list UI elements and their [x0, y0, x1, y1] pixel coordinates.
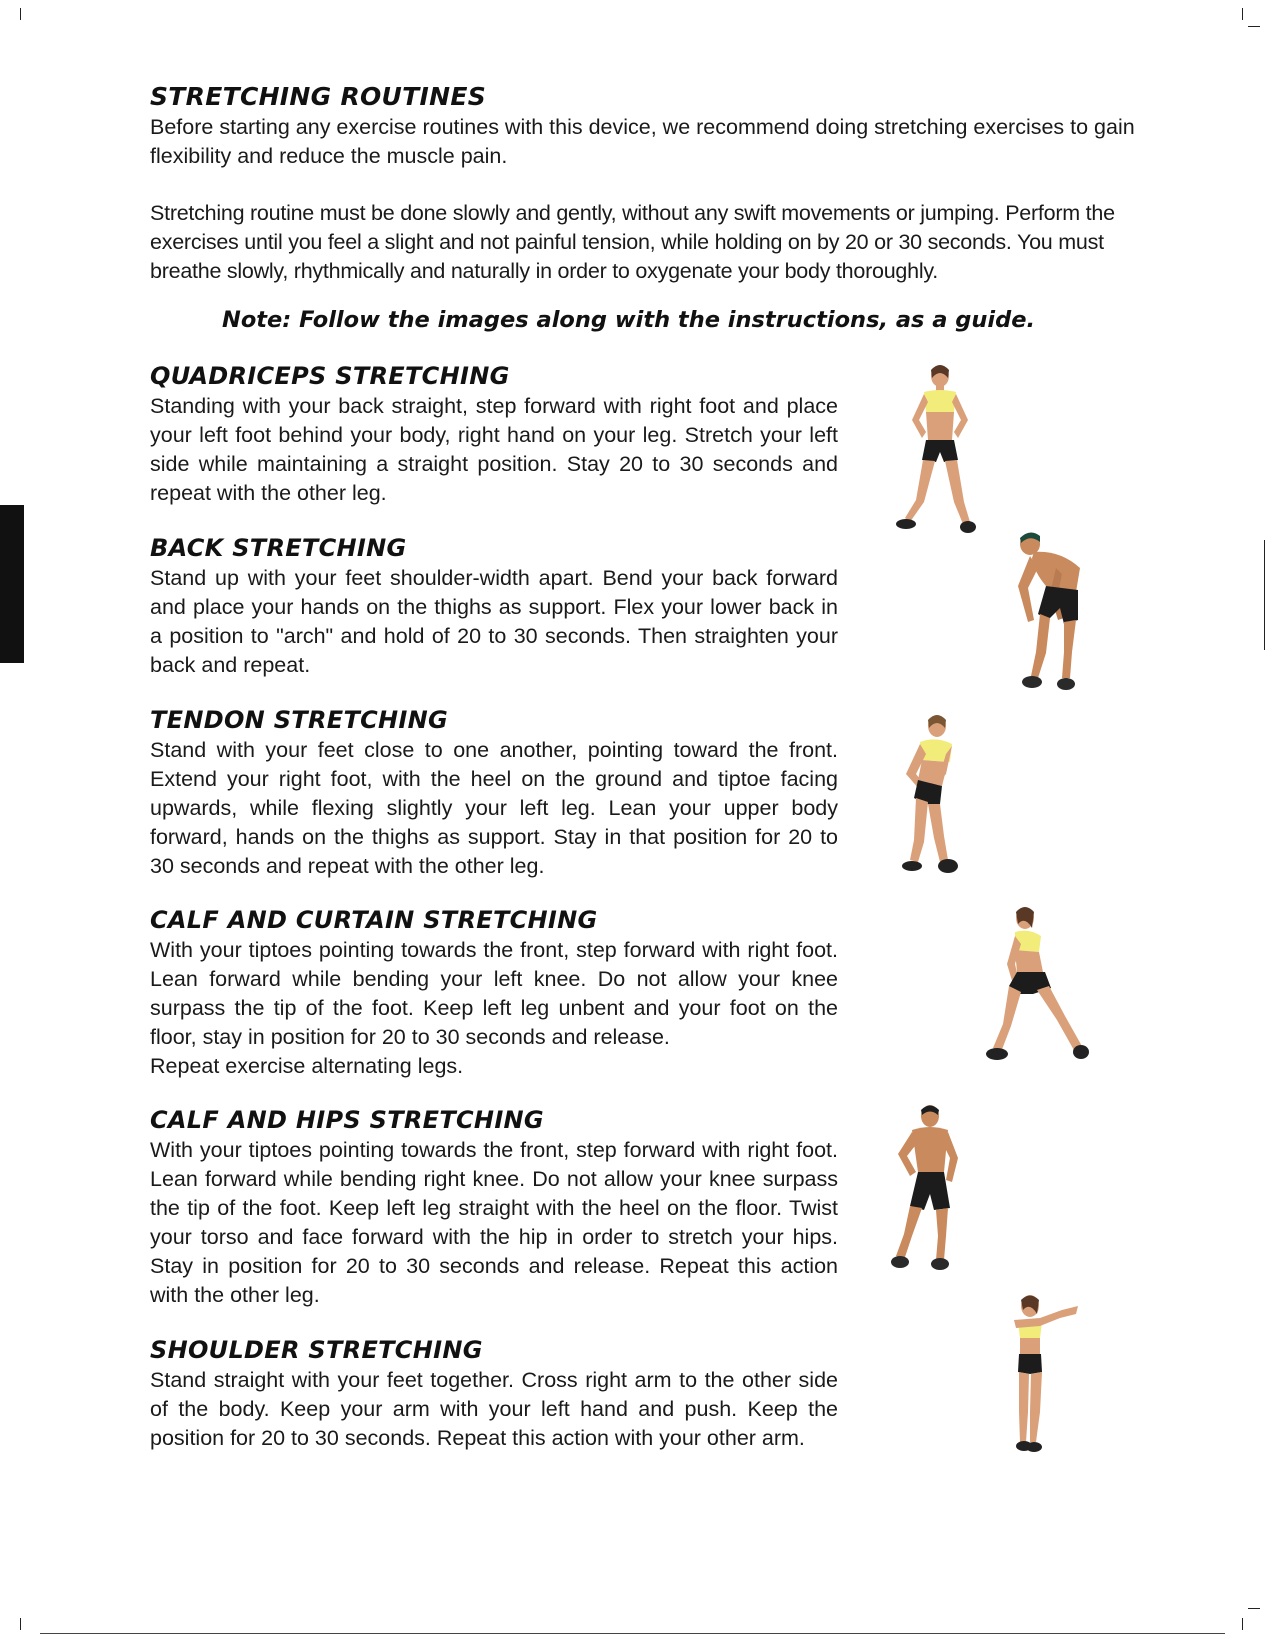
- section-text-calf-curtain-repeat: Repeat exercise alternating legs.: [150, 1054, 464, 1078]
- crop-mark-bottom-right: [1242, 1618, 1243, 1630]
- section-text-calf-hips: With your tiptoes pointing towards the front, step forward with right foot. Lean forward while bending right knee. Do not allow your knee surpass the tip of the foot. Keep left leg straight with the heel on the floor. Twist your torso and face forward with the hip in order to stretch your hips. Stay in position for 20 to 30 seconds and release. Repeat this action with the other leg.: [150, 1138, 838, 1307]
- man-hips-stretch-photo: [880, 1102, 980, 1277]
- section-text-back: Stand up with your feet shoulder-width apart. Bend your back forward and place your hands on the thighs as support. Flex your lower back in a position to "arch" and hold of 20 to 30 seconds. Then straighten your back and repeat.: [150, 566, 838, 677]
- woman-shoulder-stretch-photo: [1000, 1292, 1090, 1467]
- guide-note: Note: Follow the images along with the instructions, as a guide.: [222, 307, 1036, 333]
- section-text-calf-curtain: With your tiptoes pointing towards the front, step forward with right foot. Lean forward while bending your left knee. Do not allow your knee surpass the tip of the foot. Keep left leg unbent and your foot on the floor, stay in position for 20 to 30 seconds and release.: [150, 938, 838, 1049]
- section-text-quadriceps: Standing with your back straight, step forward with right foot and place your left foot behind your body, right hand on your leg. Stretch your left side while maintaining a straight position. Stay 20 to 30 seconds and repeat with the other leg.: [150, 394, 838, 505]
- page-title: STRETCHING ROUTINES: [150, 82, 487, 111]
- crop-mark-top-right-h: [1248, 26, 1260, 27]
- section-heading-calf-hips: CALF AND HIPS STRETCHING: [150, 1106, 544, 1134]
- chapter-side-tab: [0, 505, 24, 663]
- section-heading-quadriceps: QUADRICEPS STRETCHING: [150, 362, 510, 390]
- bottom-rule: [40, 1633, 1225, 1634]
- crop-mark-bottom-left: [20, 1618, 21, 1630]
- intro-paragraph-1: Before starting any exercise routines with this device, we recommend doing stretching exercises to gain flexibility and reduce the muscle pain.: [150, 115, 1135, 168]
- crop-mark-bottom-right-h: [1248, 1608, 1260, 1609]
- section-text-tendon: Stand with your feet close to one another, pointing toward the front. Extend your right foot, with the heel on the ground and tiptoe facing upwards, while flexing slightly your left leg. Lean your upper body forward, hands on the thighs as support. Stay in that position for 20 to 30 seconds and repeat with the other leg.: [150, 738, 838, 878]
- man-back-stretch-photo: [1000, 528, 1105, 703]
- woman-calf-stretch-photo: [985, 902, 1105, 1077]
- woman-tendon-stretch-photo: [890, 712, 975, 887]
- section-text-shoulder: Stand straight with your feet together. Cross right arm to the other side of the body. Keep your arm with your left hand and push. Keep the position for 20 to 30 seconds. Repeat this action with your other arm.: [150, 1368, 838, 1450]
- crop-mark-top-left: [20, 8, 21, 20]
- section-heading-shoulder: SHOULDER STRETCHING: [150, 1336, 483, 1364]
- section-heading-tendon: TENDON STRETCHING: [150, 706, 449, 734]
- section-heading-calf-curtain: CALF AND CURTAIN STRETCHING: [150, 906, 598, 934]
- section-heading-back: BACK STRETCHING: [150, 534, 407, 562]
- intro-paragraph-2: Stretching routine must be done slowly and gently, without any swift movements or jumping. Perform the exercises until you feel a slight and not painful tension, while holding on by 20 or 30 seconds. You must breathe slowly, rhythmically and naturally in order to oxygenate your body thoroughly.: [150, 201, 1115, 283]
- crop-mark-top-right: [1242, 8, 1243, 20]
- woman-quadriceps-stretch-photo: [888, 362, 993, 537]
